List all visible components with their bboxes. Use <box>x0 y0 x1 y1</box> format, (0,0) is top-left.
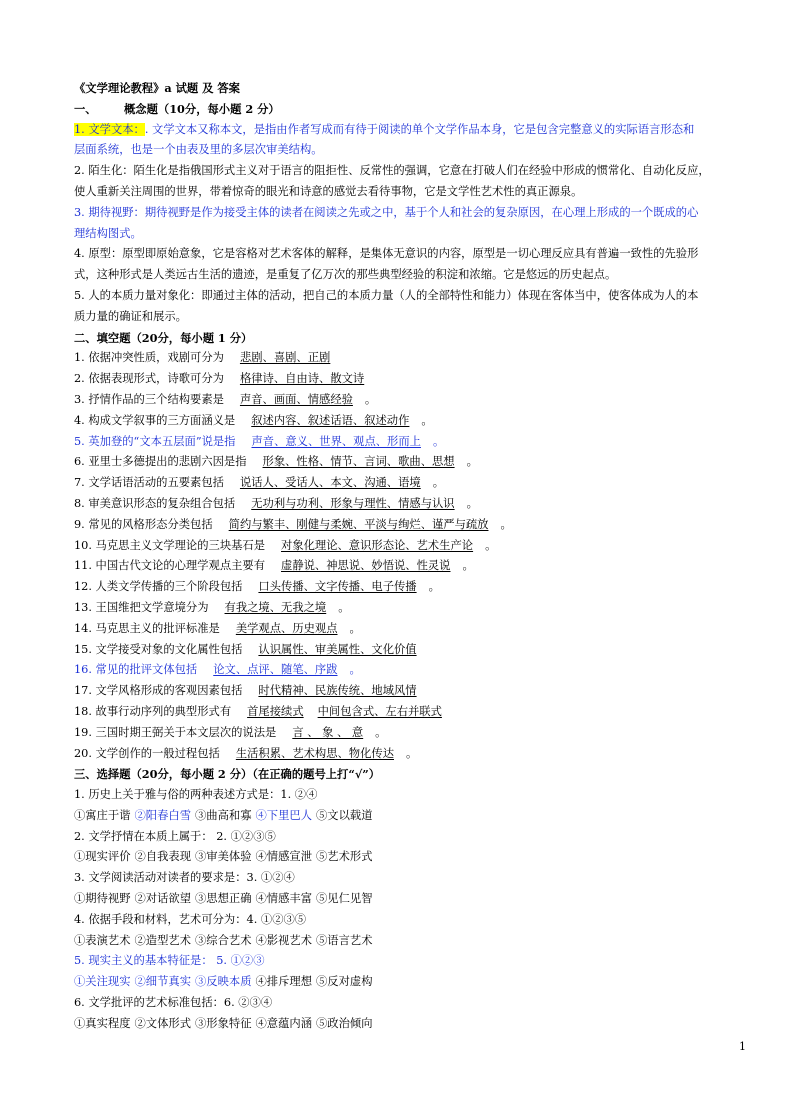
answer-text: 格律诗、自由诗、散文诗 <box>239 372 365 386</box>
answer-text: 论文、点评、随笔、序跋 <box>213 663 338 677</box>
choice-options <box>74 931 746 952</box>
answer-text: 形象、性格、情节、言词、歌曲、思想 <box>262 455 455 469</box>
fill-blank-item <box>74 473 746 494</box>
answer-text: 简约与繁丰、刚健与柔婉、平淡与绚烂、谨严与疏放 <box>228 517 489 531</box>
question-text: 14. 马克思主义的批评标准是 <box>74 621 220 635</box>
choice-option: ②对话欲望 <box>134 892 191 906</box>
choice-option: ①期待视野 <box>74 892 131 906</box>
question-text: 17. 文学风格形成的客观因素包括 <box>74 684 243 698</box>
choice-option: ①现实评价 <box>74 850 131 864</box>
question-text: 6. 亚里士多德提出的悲剧六因是指 <box>74 455 247 469</box>
choice-option: ③反映本质 <box>195 975 252 989</box>
choice-option: ②细节真实 <box>134 975 191 989</box>
question-text: 20. 文学创作的一般过程包括 <box>74 746 220 760</box>
choice-option: ⑤语言艺术 <box>316 933 373 947</box>
question-text: 3. 抒情作品的三个结构要素是 <box>74 392 224 406</box>
answer-tail: 。 <box>432 434 445 448</box>
fill-blank-item <box>74 432 746 453</box>
choice-option: ①表演艺术 <box>74 933 131 947</box>
question-text: 9. 常见的风格形态分类包括 <box>74 517 213 531</box>
answer-text: 认识属性、审美属性、文化价值 <box>258 642 417 656</box>
choice-option: ②文体形式 <box>134 1016 191 1030</box>
concept-item-3: 3. 期待视野：期待视野是作为接受主体的读者在阅读之先或之中，基于个人和社会的复杂原因，在心理上形成的一个既成的心 <box>74 205 699 219</box>
document-page <box>74 78 746 1035</box>
choice-question: 2. 文学抒情在本质上属于： 2. ①②③⑤ <box>74 829 276 843</box>
choice-option: ③形象特征 <box>195 1016 252 1030</box>
question-text: 18. 故事行动序列的典型形式有 <box>74 704 232 718</box>
question-text: 8. 审美意识形态的复杂组合包括 <box>74 496 236 510</box>
section3-heading: 三、选择题（20分，每小题 2 分）（在正确的题号上打“√”） <box>74 767 381 782</box>
choice-list <box>74 785 746 1035</box>
choice-question: 5. 现实主义的基本特征是： 5. ①②③ <box>74 954 265 968</box>
answer-text: 叙述内容、叙述话语、叙述动作 <box>251 413 410 427</box>
answer-text: 言 、 象 、 意 <box>292 725 364 739</box>
concept-term-highlight: 1. 文学文本： <box>74 122 145 136</box>
concept-item-5: 5. 人的本质力量对象化：即通过主体的活动，把自己的本质力量（人的全部特性和能力）体现在客体当中，使客体成为人的本 <box>74 288 699 302</box>
answer-tail: 。 <box>462 559 474 573</box>
choice-question: 1. 历史上关于雅与俗的两种表述方式是：1. ②④ <box>74 788 318 802</box>
concept-item-5-cont: 质力量的确证和展示。 <box>74 309 187 323</box>
question-text: 10. 马克思主义文学理论的三块基石是 <box>74 538 266 552</box>
answer-text: 口头传播、文字传播、电子传播 <box>258 580 417 594</box>
fill-blank-list <box>74 348 746 764</box>
answer-text: 时代精神、民族传统、地域风情 <box>258 684 417 698</box>
fill-blank-item <box>74 494 746 515</box>
fill-blank-item <box>74 515 746 536</box>
section1-heading-num: 一、 <box>74 101 97 116</box>
section2-heading: 二、填空题（20分，每小题 1 分） <box>74 330 253 345</box>
choice-option: ⑤政治倾向 <box>316 1016 373 1030</box>
choice-option: ④意蕴内涵 <box>255 1016 312 1030</box>
choice-options <box>74 1014 746 1035</box>
answer-text: 有我之境、无我之境 <box>224 600 327 614</box>
answer-tail: 。 <box>375 725 387 739</box>
concept-item-4-cont: 式，这种形式是人类远古生活的遗迹，是重复了亿万次的那些典型经验的积淀和浓缩。它是悠远的历史起点。 <box>74 268 617 282</box>
choice-option: ①寓庄于谐 <box>74 808 131 822</box>
answer-text: 生活积累、艺术构思、物化传达 <box>235 746 394 760</box>
answer-text: 悲剧、喜剧、正剧 <box>239 351 331 365</box>
answer-text: 首尾接续式 <box>247 704 304 718</box>
answer-tail: 。 <box>406 746 418 760</box>
choice-option: ③思想正确 <box>195 892 252 906</box>
choice-option: ④影视艺术 <box>255 933 312 947</box>
fill-blank-item <box>74 660 746 681</box>
answer-text: 声音、画面、情感经验 <box>239 392 353 406</box>
answer-tail: 。 <box>349 621 361 635</box>
concept-item-3-cont: 理结构图式。 <box>74 226 142 240</box>
question-text: 12. 人类文学传播的三个阶段包括 <box>74 580 243 594</box>
fill-blank-item <box>74 744 746 765</box>
concept-item-1-cont: 层面系统，也是一个由表及里的多层次审美结构。 <box>74 143 323 157</box>
question-text: 2. 依据表现形式，诗歌可分为 <box>74 372 224 386</box>
concept-item-1 <box>74 120 746 141</box>
concept-item-2: 2. 陌生化：陌生化是指俄国形式主义对于语言的阻拒性、反常性的强调，它意在打破人们在经验中形成的惯常化、自动化反应， <box>74 164 710 178</box>
answer-text: 虚静说、神思说、妙悟说、性灵说 <box>281 559 451 573</box>
answer-text: 声音、意义、世界、观点、形而上 <box>251 434 421 448</box>
fill-blank-item <box>74 577 746 598</box>
answer-tail: 。 <box>421 413 433 427</box>
question-text: 15. 文学接受对象的文化属性包括 <box>74 642 243 656</box>
choice-options <box>74 806 746 827</box>
fill-blank-item <box>74 369 746 390</box>
answer-tail: 。 <box>428 580 440 594</box>
concept-text: . 文学文本又称本文，是指由作者写成而有待于阅读的单个文学作品本身，它是包含完整意义的实际语言形态和 <box>144 122 695 136</box>
answer-tail: 。 <box>364 392 377 406</box>
answer-tail: 。 <box>500 517 512 531</box>
choice-question: 3. 文学阅读活动对读者的要求是：3. ①②④ <box>74 871 295 885</box>
choice-option: ③综合艺术 <box>195 933 252 947</box>
choice-option: ②造型艺术 <box>134 933 191 947</box>
question-text: 1. 依据冲突性质，戏剧可分为 <box>74 351 224 365</box>
choice-option: ⑤文以载道 <box>316 808 373 822</box>
answer-tail: 。 <box>466 496 478 510</box>
fill-blank-item <box>74 598 746 619</box>
fill-blank-item <box>74 619 746 640</box>
choice-option: ④下里巴人 <box>255 808 312 822</box>
page-number: 1 <box>739 1040 746 1053</box>
question-text: 4. 构成文学叙事的三方面涵义是 <box>74 413 236 427</box>
answer-text: 无功利与功利、形象与理性、情感与认识 <box>251 496 455 510</box>
fill-blank-item <box>74 556 746 577</box>
choice-option: ①真实程度 <box>74 1016 131 1030</box>
choice-options <box>74 889 746 910</box>
answer-tail: 。 <box>432 476 445 490</box>
question-text: 19. 三国时期王弼关于本文层次的说法是 <box>74 725 277 739</box>
choice-options <box>74 972 746 993</box>
question-text: 5. 英加登的“文本五层面”说是指 <box>74 434 236 448</box>
fill-blank-item <box>74 702 746 723</box>
fill-blank-item <box>74 536 746 557</box>
fill-blank-item <box>74 390 746 411</box>
choice-question: 4. 依据手段和材料，艺术可分为：4. ①②③⑤ <box>74 912 307 926</box>
answer-text-2: 中间包含式、左右并联式 <box>317 704 442 718</box>
section1-heading <box>74 99 746 120</box>
choice-option: ②自我表现 <box>134 850 191 864</box>
choice-option: ④排斥理想 <box>255 975 312 989</box>
document-title: 《文学理论教程》a 试题 及 答案 <box>74 81 240 95</box>
choice-option: ②阳春白雪 <box>134 808 191 822</box>
question-text: 13. 王国维把文学意境分为 <box>74 600 209 614</box>
concept-item-2-cont: 使人重新关注周围的世界，带着惊奇的眼光和诗意的感觉去看待事物，它是文学性艺术性的真正源泉。 <box>74 184 583 198</box>
answer-text: 说话人、受话人、本文、沟通、语境 <box>239 476 421 490</box>
question-text: 11. 中国古代文论的心理学观点主要有 <box>74 559 266 573</box>
choice-options <box>74 847 746 868</box>
question-text: 16. 常见的批评文体包括 <box>74 663 198 677</box>
choice-option: ⑤见仁见智 <box>316 892 373 906</box>
answer-tail: 。 <box>338 600 350 614</box>
choice-option: ①关注现实 <box>74 975 131 989</box>
fill-blank-item <box>74 723 746 744</box>
answer-tail: 。 <box>485 538 497 552</box>
answer-text: 美学观点、历史观点 <box>235 621 338 635</box>
choice-option: ⑤反对虚构 <box>316 975 373 989</box>
fill-blank-item <box>74 452 746 473</box>
choice-option: ⑤艺术形式 <box>316 850 373 864</box>
question-text: 7. 文学话语活动的五要素包括 <box>74 476 224 490</box>
fill-blank-item <box>74 681 746 702</box>
choice-question: 6. 文学批评的艺术标准包括：6. ②③④ <box>74 996 273 1010</box>
answer-tail: 。 <box>349 663 361 677</box>
choice-option: ④情感丰富 <box>255 892 312 906</box>
choice-option: ③曲高和寡 <box>195 808 252 822</box>
section1-heading-text: 概念题（10分，每小题 2 分） <box>124 101 280 116</box>
choice-option: ④情感宣泄 <box>255 850 312 864</box>
answer-text: 对象化理论、意识形态论、艺术生产论 <box>281 538 474 552</box>
concept-item-4: 4. 原型：原型即原始意象，它是容格对艺术客体的解释，是集体无意识的内容，原型是一切心理反应具有普遍一致性的先验形 <box>74 247 699 261</box>
fill-blank-item <box>74 640 746 661</box>
fill-blank-item <box>74 411 746 432</box>
fill-blank-item <box>74 348 746 369</box>
choice-option: ③审美体验 <box>195 850 252 864</box>
answer-tail: 。 <box>466 455 478 469</box>
